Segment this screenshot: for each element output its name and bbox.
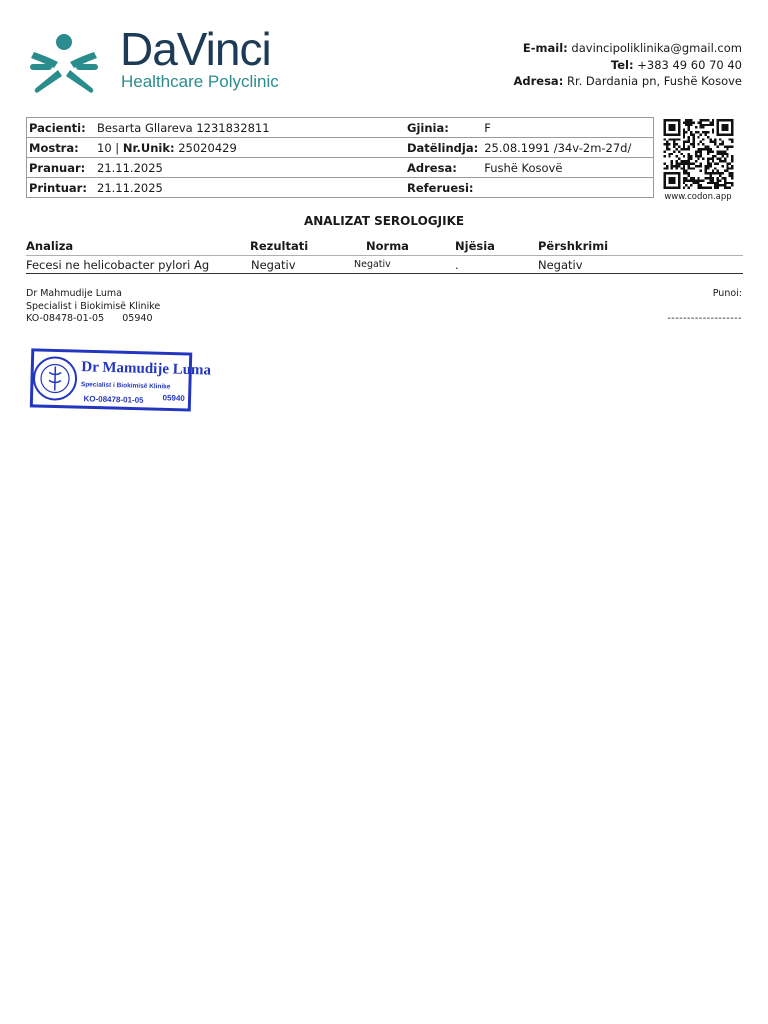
signature-name: Dr Mahmudije Luma (26, 288, 122, 299)
sample-row (27, 138, 654, 158)
contact-tel: Tel: +383 49 60 70 40 (610, 57, 742, 72)
address-label: Adresa: (405, 158, 480, 178)
results-bottom-divider (26, 273, 743, 274)
col-header-norm: Norma (366, 239, 409, 253)
patient-info-table (26, 117, 654, 198)
signature-code: KO-08478-01-05 05940 (26, 313, 153, 324)
results-header-divider (26, 255, 743, 256)
received-value: 21.11.2025 (91, 158, 405, 178)
svg-text:Specialist i Biokimisë Klinike: Specialist i Biokimisë Klinike (80, 381, 171, 391)
dob-label: Datëlindja: (405, 138, 480, 158)
gender-value: F (480, 118, 653, 138)
printed-label: Printuar: (29, 180, 87, 195)
result-value: Negativ (251, 258, 296, 272)
worked-by-label: Punoi: (712, 288, 742, 299)
doctor-stamp-icon (28, 346, 212, 416)
contact-email: E-mail: davincipoliklinika@gmail.com (522, 41, 742, 55)
sample-label: Mostra: (27, 138, 92, 158)
col-header-result: Rezultati (250, 239, 309, 253)
signature-title: Specialist i Biokimisë Klinike (26, 300, 161, 312)
brand-name: DaVinci (120, 23, 271, 75)
worked-by-line: ------------------- (667, 313, 742, 324)
patient-value: Besarta Gllareva 1231832811 (91, 118, 405, 138)
printed-row (27, 178, 654, 198)
result-unit: . (455, 258, 459, 272)
patient-row (27, 118, 654, 138)
svg-text:KO-08478-01-05: KO-08478-01-05 (83, 394, 144, 405)
patient-label: Pacienti: (27, 118, 92, 138)
referrer-value (480, 178, 653, 198)
result-norm: Negativ (354, 259, 391, 270)
printed-value: 21.11.2025 (97, 180, 163, 195)
result-description: Negativ (538, 258, 583, 272)
signature-block (26, 288, 160, 326)
col-header-description: Përshkrimi (538, 239, 609, 253)
contact-address: Adresa: Rr. Dardania pn, Fushë Kosove (513, 74, 742, 88)
address-value: Fushë Kosovë (480, 158, 653, 178)
col-header-analysis: Analiza (26, 239, 74, 253)
result-analysis: Fecesi ne helicobacter pylori Ag (26, 258, 210, 272)
svg-text:Dr Mamudije Luma: Dr Mamudije Luma (81, 359, 212, 379)
received-label: Pranuar: (27, 158, 92, 178)
section-title: ANALIZAT SEROLOGJIKE (303, 214, 465, 228)
dob-value: 25.08.1991 /34v-2m-27d/ (480, 138, 653, 158)
gender-label: Gjinia: (405, 118, 480, 138)
sample-value: 10 | Nr.Unik: 25020429 (91, 138, 405, 158)
contact-block (513, 40, 742, 90)
received-row (27, 158, 654, 178)
svg-text:05940: 05940 (162, 393, 185, 403)
referrer-label: Referuesi: (407, 180, 474, 195)
col-header-unit: Njësia (455, 239, 495, 253)
qr-caption: www.codon.app (664, 192, 732, 202)
qr-code-icon (659, 119, 738, 189)
brand-subtitle: Healthcare Polyclinic (121, 72, 279, 91)
